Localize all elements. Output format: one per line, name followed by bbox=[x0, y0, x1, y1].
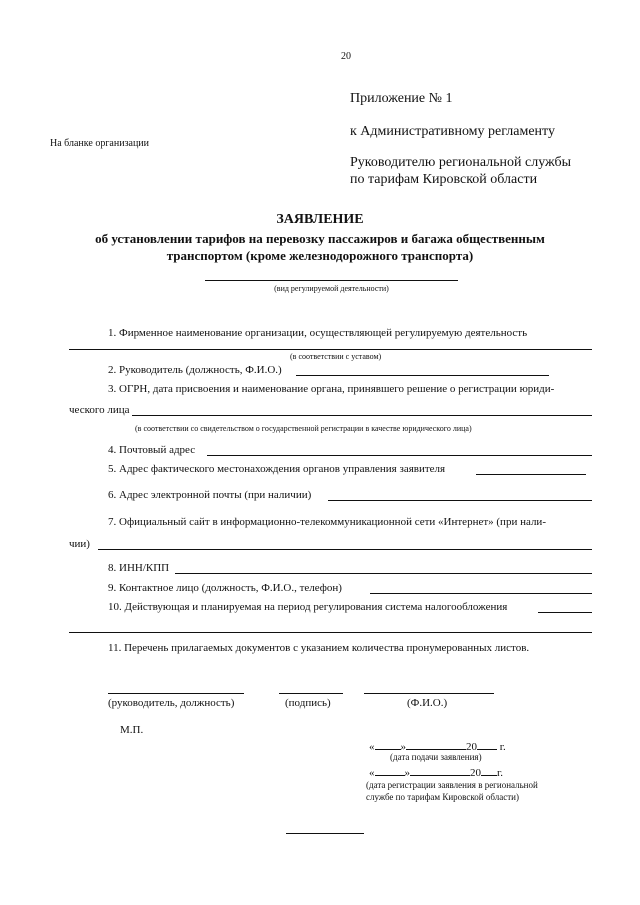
submission-day-blank[interactable] bbox=[375, 739, 401, 750]
footer-separator-line bbox=[286, 833, 364, 834]
field-3-caption: (в соответствии со свидетельством о государственной регистрации в качестве юридического лица) bbox=[135, 424, 472, 433]
registration-date-caption-1: (дата регистрации заявления в региональной bbox=[366, 780, 538, 790]
registration-month-blank[interactable] bbox=[410, 765, 470, 776]
signature-line[interactable] bbox=[279, 693, 343, 694]
submission-date-caption: (дата подачи заявления) bbox=[390, 752, 482, 762]
field-7-label-cont: чии) bbox=[69, 538, 90, 550]
field-11-label: 11. Перечень прилагаемых документов с указанием количества пронумерованных листов. bbox=[108, 642, 530, 654]
letterhead-note: На бланке организации bbox=[50, 138, 150, 149]
document-title: ЗАЯВЛЕНИЕ bbox=[276, 212, 364, 227]
activity-type-line[interactable] bbox=[205, 280, 458, 281]
appendix-line-2: к Административному регламенту bbox=[350, 124, 555, 139]
field-9-label: 9. Контактное лицо (должность, Ф.И.О., телефон) bbox=[108, 582, 342, 594]
registration-year-blank[interactable] bbox=[481, 765, 497, 776]
page-number: 20 bbox=[341, 51, 351, 62]
position-signature-line[interactable] bbox=[108, 693, 244, 694]
addressee-line-2: по тарифам Кировской области bbox=[350, 172, 538, 187]
registration-date-caption-2: службе по тарифам Кировской области) bbox=[366, 792, 519, 802]
field-7-input-line[interactable] bbox=[98, 549, 592, 550]
registration-date: « » 20 г. bbox=[369, 767, 504, 779]
activity-type-caption: (вид регулируемой деятельности) bbox=[274, 284, 389, 293]
stamp-label: М.П. bbox=[120, 724, 144, 736]
name-caption: (Ф.И.О.) bbox=[407, 697, 448, 709]
field-1-caption: (в соответствии с уставом) bbox=[290, 352, 382, 361]
field-3-input-line[interactable] bbox=[132, 415, 592, 416]
field-1-input-line[interactable] bbox=[69, 349, 592, 350]
field-6-input-line[interactable] bbox=[328, 500, 592, 501]
field-5-input-line[interactable] bbox=[476, 474, 586, 475]
field-4-input-line[interactable] bbox=[207, 455, 592, 456]
field-7-label: 7. Официальный сайт в информационно-телекоммуникационной сети «Интернет» (при нали- bbox=[108, 516, 546, 528]
addressee-line-1: Руководителю региональной службы bbox=[350, 155, 572, 170]
submission-year-blank[interactable] bbox=[477, 739, 497, 750]
signature-caption: (подпись) bbox=[285, 697, 331, 709]
appendix-line-1: Приложение № 1 bbox=[350, 91, 453, 106]
field-6-label: 6. Адрес электронной почты (при наличии) bbox=[108, 489, 312, 501]
field-10-label: 10. Действующая и планируемая на период регулирования система налогообложения bbox=[108, 601, 508, 613]
field-10-input-line-2[interactable] bbox=[69, 632, 592, 633]
name-signature-line[interactable] bbox=[364, 693, 494, 694]
field-8-input-line[interactable] bbox=[175, 573, 592, 574]
field-4-label: 4. Почтовый адрес bbox=[108, 444, 196, 456]
field-5-label: 5. Адрес фактического местонахождения органов управления заявителя bbox=[108, 463, 446, 475]
document-subtitle-line-2: транспортом (кроме железнодорожного транспорта) bbox=[166, 248, 474, 263]
field-3-label-cont: ческого лица bbox=[69, 404, 130, 416]
field-10-input-line[interactable] bbox=[538, 612, 592, 613]
submission-date: « » 20 г. bbox=[369, 741, 506, 753]
field-9-input-line[interactable] bbox=[370, 593, 592, 594]
field-3-label: 3. ОГРН, дата присвоения и наименование органа, принявшего решение о регистрации юриди- bbox=[108, 383, 555, 395]
field-1-label: 1. Фирменное наименование организации, осуществляющей регулируемую деятельность bbox=[108, 327, 528, 339]
field-8-label: 8. ИНН/КПП bbox=[108, 562, 170, 574]
registration-day-blank[interactable] bbox=[375, 765, 405, 776]
submission-month-blank[interactable] bbox=[406, 739, 466, 750]
field-2-label: 2. Руководитель (должность, Ф.И.О.) bbox=[108, 364, 282, 376]
document-subtitle-line-1: об установлении тарифов на перевозку пассажиров и багажа общественным bbox=[95, 231, 545, 246]
position-caption: (руководитель, должность) bbox=[108, 697, 235, 709]
field-2-input-line[interactable] bbox=[296, 375, 549, 376]
